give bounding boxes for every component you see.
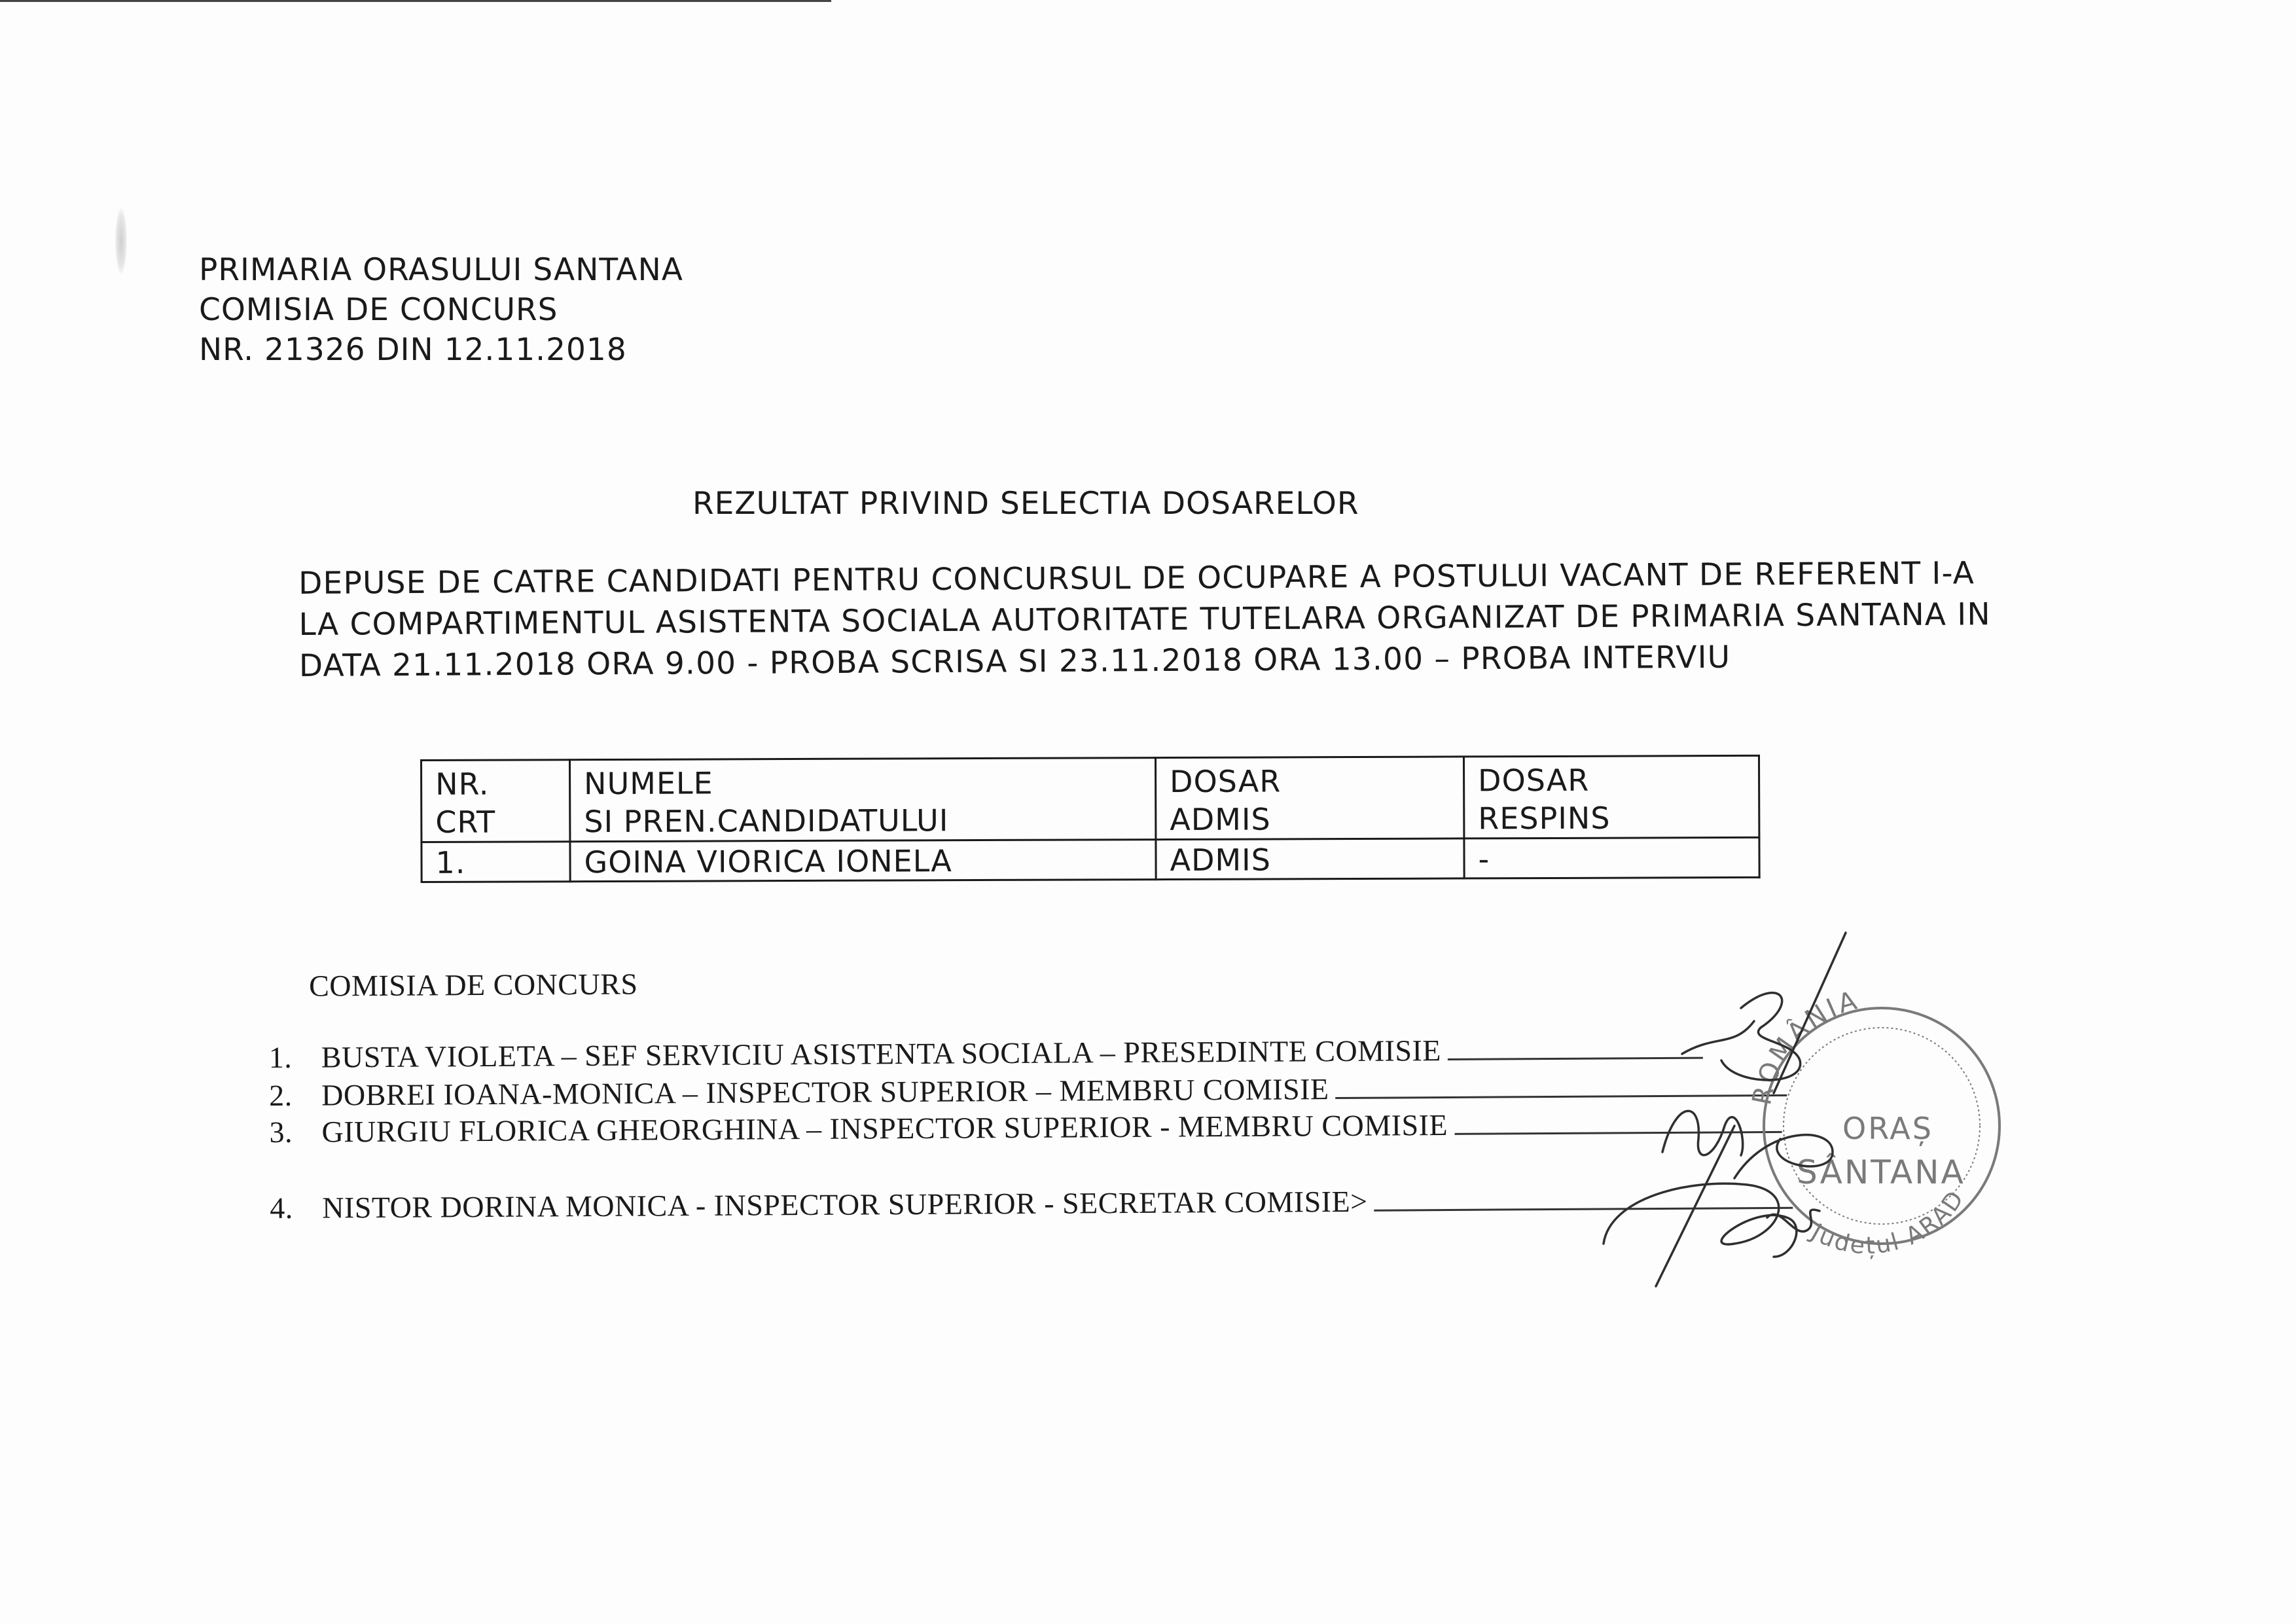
intro-line-2: LA COMPARTIMENTUL ASISTENTA SOCIALA AUTORITATE TUTELARA ORGANIZAT DE PRIMARIA SANTANA IN (298, 596, 1991, 643)
member-number: 1. (268, 1040, 293, 1074)
intro-line-1: DEPUSE DE CATRE CANDIDATI PENTRU CONCURSUL DE OCUPARE A POSTULUI VACANT DE REFERENT I-A (298, 555, 1975, 602)
header-candidate-name (570, 758, 1156, 842)
cell-nr: 1. (422, 842, 570, 882)
header-name-line1: NUMELE (584, 765, 713, 802)
stamp-top-text: ROMÂNIA (1746, 984, 1863, 1108)
commission-member-4 (270, 1181, 1793, 1225)
header-name-line2: SI PREN.CANDIDATULUI (584, 803, 949, 840)
header-respins-line2: RESPINS (1478, 800, 1611, 837)
header-admis-line2: ADMIS (1170, 801, 1271, 838)
cell-candidate-name: GOINA VIORICA IONELA (570, 840, 1156, 882)
scan-edge (0, 0, 831, 2)
handwritten-signatures (1604, 933, 1846, 1286)
intro-line-3: DATA 21.11.2018 ORA 9.00 - PROBA SCRISA SI 23.11.2018 ORA 13.00 – PROBA INTERVIU (298, 639, 1731, 684)
committee-name: COMISIA DE CONCURS (199, 292, 558, 328)
header-nr-line2: CRT (435, 804, 496, 840)
cell-respins: - (1464, 837, 1759, 878)
header-dosar-admis (1155, 757, 1463, 840)
member-text: BUSTA VIOLETA – SEF SERVICIU ASISTENTA SOCIALA – PRESEDINTE COMISIE (321, 1034, 1442, 1074)
stamp-and-signatures (1584, 929, 2055, 1296)
member-text: GIURGIU FLORICA GHEORGHINA – INSPECTOR SUPERIOR - MEMBRU COMISIE (321, 1108, 1448, 1149)
cell-admis: ADMIS (1156, 839, 1464, 880)
header-respins-line1: DOSAR (1478, 762, 1590, 799)
stamp-bottom-text: Județul ARAD (1806, 1185, 1971, 1260)
header-admis-line1: DOSAR (1170, 763, 1282, 800)
header-dosar-respins (1463, 755, 1759, 839)
intro-paragraph (298, 552, 2132, 687)
scan-speck (115, 208, 127, 274)
signature-slash (1656, 1126, 1734, 1286)
institution-name: PRIMARIA ORASULUI SANTANA (199, 252, 683, 288)
signature-busta-tail (1682, 1021, 1754, 1054)
member-number: 3. (269, 1115, 293, 1149)
commission-member-3 (269, 1105, 1782, 1149)
candidates-table (420, 755, 1761, 883)
commission-member-1 (269, 1031, 1703, 1075)
document-header (199, 250, 683, 370)
member-text: DOBREI IOANA-MONICA – INSPECTOR SUPERIOR – MEMBRU COMISIE (321, 1072, 1329, 1112)
stamp-middle-text: ORAȘ (1842, 1111, 1933, 1146)
header-nr-line1: NR. (435, 766, 490, 802)
header-nr-crt (422, 760, 570, 842)
candidates-table-wrapper (420, 755, 1761, 883)
table-header-row (422, 755, 1759, 842)
commission-title: COMISIA DE CONCURS (309, 967, 638, 1003)
stamp-main-text: SÂNTANA (1797, 1153, 1965, 1191)
member-number: 4. (270, 1191, 293, 1225)
registration-number: NR. 21326 DIN 12.11.2018 (199, 332, 627, 368)
table-row (422, 837, 1759, 882)
member-number: 2. (269, 1078, 293, 1112)
member-text: NISTOR DORINA MONICA - INSPECTOR SUPERIOR - SECRETAR COMISIE> (322, 1184, 1368, 1225)
document-title: REZULTAT PRIVIND SELECTIA DOSARELOR (692, 486, 1359, 522)
